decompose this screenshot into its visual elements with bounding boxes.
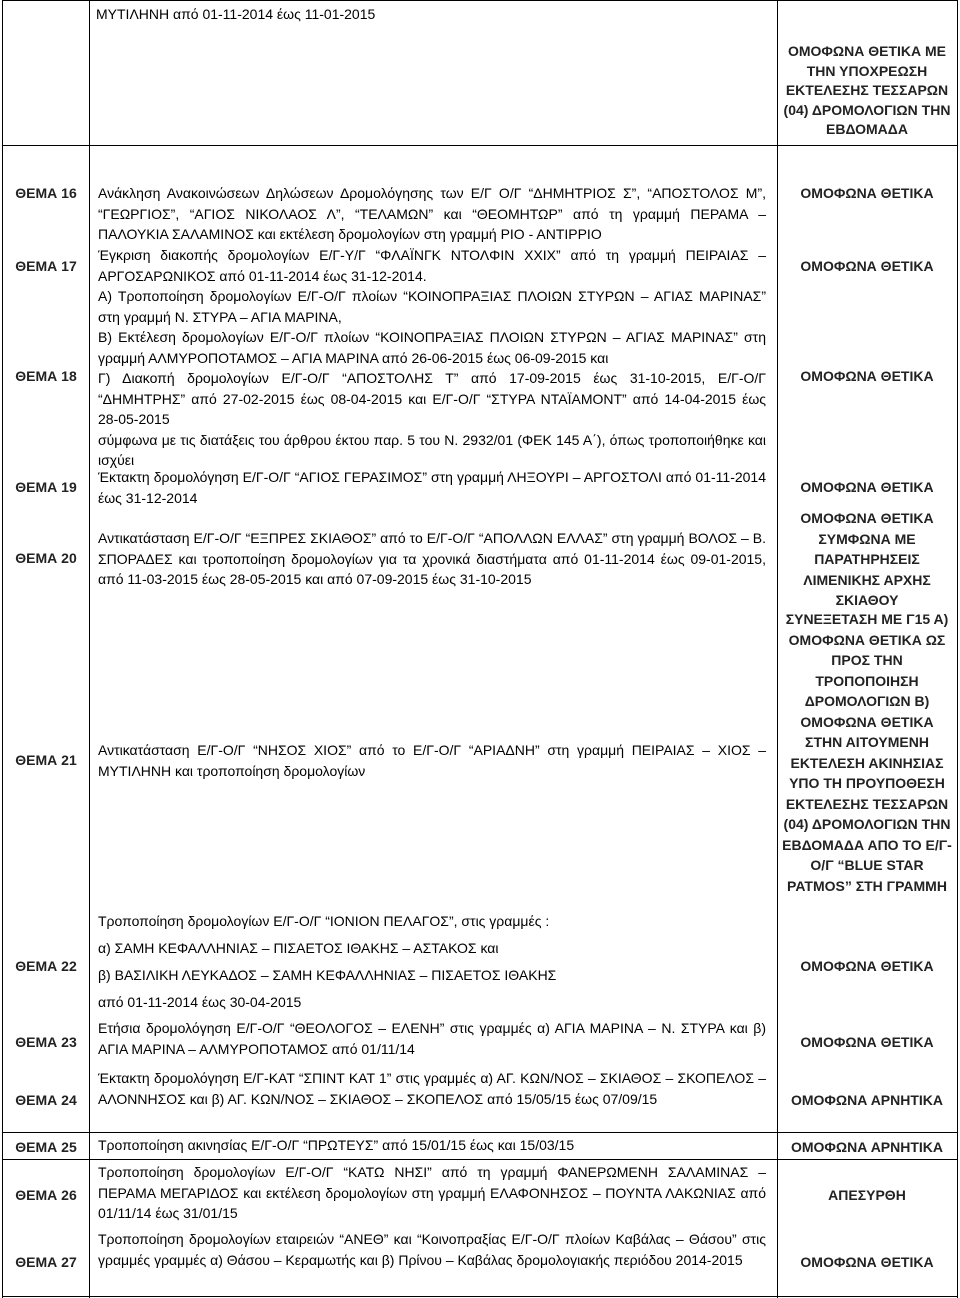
item-decision: ΟΜΟΦΩΝΑ ΑΡΝΗΤΙΚΑ [790, 1092, 944, 1108]
item-paragraph: β) ΒΑΣΙΛΙΚΗ ΛΕΥΚΑΔΟΣ – ΣΑΜΗ ΚΕΦΑΛΛΗΝΙΑΣ – ΠΙΣΑΕΤΟΣ ΙΘΑΚΗΣ [98, 967, 557, 983]
header-title: ΜΥΤΙΛΗΝΗ από 01-11-2014 έως 11-01-2015 [96, 6, 376, 22]
item-description: Έκτακτη δρομολόγηση Ε/Γ-Ο/Γ “ΑΓΙΟΣ ΓΕΡΑΣΙΜΟΣ” στη γραμμή ΛΗΞΟΥΡΙ – ΑΡΓΟΣΤΟΛΙ από 01-11-2014 έως 31-12-2014 [98, 469, 766, 506]
item-description: Τροποποίηση δρομολογίων εταιρειών “ΑΝΕΘ” και “Κοινοπραξίας Ε/Γ-Ο/Γ πλοίων Καβάλας – Θάσου” στις γραμμές γραμμές α) Θάσου – Κεραμωτής και β) Πρίνου – Καβάλας δρομολογιακής περιόδου 2014-2015 [98, 1231, 766, 1268]
item-description: Έκτακτη δρομολόγηση Ε/Γ-ΚΑΤ “ΣΠΙΝΤ ΚΑΤ 1” στις γραμμές α) ΑΓ. ΚΩΝ/ΝΟΣ – ΣΚΙΑΘΟΣ – ΣΚΟΠΕΛΟΣ – ΑΛΟΝΝΗΣΟΣ και β) ΑΓ. ΚΩΝ/ΝΟΣ – ΣΚΙΑΘΟΣ – ΣΚΟΠΕΛΟΣ από 15/05/15 έως 07/09/15 [98, 1070, 766, 1107]
item-description: Ανάκληση Ανακοινώσεων Δηλώσεων Δρομολόγησης των Ε/Γ Ο/Γ “ΔΗΜΗΤΡΙΟΣ Σ”, “ΑΠΟΣΤΟΛΟΣ Μ”, “ΓΕΩΡΓΙΟΣ”, “ΑΓΙΟΣ ΝΙΚΟΛΑΟΣ Λ”, “ΤΕΛΑΜΩΝ” και “ΘΕΟΜΗΤΩΡ” από τη γραμμή ΠΕΡΑΜΑ – ΠΑΛΟΥΚΙΑ ΣΑΛΑΜΙΝΟΣ και εκτέλεση δρομολογίων στη γραμμή ΡΙΟ - ΑΝΤΙΡΡΙΟ [98, 185, 766, 242]
item-number: ΘΕΜΑ 26 [15, 1187, 77, 1203]
item-description: Έγκριση διακοπής δρομολογίων Ε/Γ-Υ/Γ “ΦΛΑΪΝΓΚ ΝΤΟΛΦΙΝ ΧΧΙΧ” από τη γραμμή ΠΕΙΡΑΙΑΣ – ΑΡΓΟΣΑΡΩΝΙΚΟΣ από 01-11-2014 έως 31-12-2014. [98, 247, 766, 284]
header-decision: ΟΜΟΦΩΝΑ ΘΕΤΙΚΑ ΜΕ ΤΗΝ ΥΠΟΧΡΕΩΣΗ ΕΚΤΕΛΕΣΗΣ ΤΕΣΣΑΡΩΝ (04) ΔΡΟΜΟΛΟΓΙΩΝ ΤΗΝ ΕΒΔΟΜΑΔΑ [783, 43, 951, 137]
item-paragraph: Τροποποίηση δρομολογίων Ε/Γ-Ο/Γ “ΙΟΝΙΟΝ ΠΕΛΑΓΟΣ”, στις γραμμές : [98, 913, 550, 929]
table-border-right [957, 0, 958, 1298]
row-divider [2, 145, 958, 146]
row-divider [2, 1296, 958, 1297]
item-paragraph: α) ΣΑΜΗ ΚΕΦΑΛΛΗΝΙΑΣ – ΠΙΣΑΕΤΟΣ ΙΘΑΚΗΣ – ΑΣΤΑΚΟΣ και [98, 940, 499, 956]
column-divider-2 [777, 0, 778, 1298]
column-divider-1 [89, 0, 90, 1298]
item-decision: ΟΜΟΦΩΝΑ ΘΕΤΙΚΑ [800, 185, 934, 201]
item-number: ΘΕΜΑ 16 [15, 185, 77, 201]
item-number: ΘΕΜΑ 20 [15, 550, 77, 566]
item-decision: ΟΜΟΦΩΝΑ ΘΕΤΙΚΑ [800, 368, 934, 384]
item-description: Ετήσια δρομολόγηση Ε/Γ-Ο/Γ “ΘΕΟΛΟΓΟΣ – ΕΛΕΝΗ” στις γραμμές α) ΑΓΙΑ ΜΑΡΙΝΑ – Ν. ΣΤΥΡΑ και β) ΑΓΙΑ ΜΑΡΙΝΑ – ΑΛΜΥΡΟΠΟΤΑΜΟΣ από 01/11/14 [98, 1020, 766, 1057]
item-decision: ΟΜΟΦΩΝΑ ΘΕΤΙΚΑ [800, 1254, 934, 1270]
item-decision: ΣΥΝΕΞΕΤΑΣΗ ΜΕ Γ15 Α) ΟΜΟΦΩΝΑ ΘΕΤΙΚΑ ΩΣ ΠΡΟΣ ΤΗΝ ΤΡΟΠΟΠΟΙΗΣΗ ΔΡΟΜΟΛΟΓΙΩΝ Β) ΟΜΟΦΩΝΑ ΘΕΤΙΚΑ ΣΤΗΝ ΑΙΤΟΥΜΕΝΗ ΕΚΤΕΛΕΣΗ ΑΚΙΝΗΣΙΑΣ ΥΠΟ ΤΗ ΠΡΟΥΠΟΘΕΣΗ ΕΚΤΕΛΕΣΗΣ ΤΕΣΣΑΡΩΝ (04) ΔΡΟΜΟΛΟΓΙΩΝ ΤΗΝ ΕΒΔΟΜΑΔΑ ΑΠΟ ΤΟ Ε/Γ-Ο/Γ “BLUE STAR PATMOS” ΣΤΗ ΓΡΑΜΜΗ [782, 611, 952, 894]
item-description [98, 286, 766, 471]
item-number: ΘΕΜΑ 23 [15, 1034, 77, 1050]
item-number: ΘΕΜΑ 24 [15, 1092, 77, 1108]
item-paragraph: σύμφωνα με τις διατάξεις του άρθρου έκτου παρ. 5 του Ν. 2932/01 (ΦΕΚ 145 Α΄), όπως τροποποιήθηκε και ισχύει [98, 431, 766, 468]
item-number: ΘΕΜΑ 22 [15, 958, 77, 974]
item-description: Αντικατάσταση Ε/Γ-Ο/Γ “ΝΗΣΟΣ ΧΙΟΣ” από το Ε/Γ-Ο/Γ “ΑΡΙΑΔΝΗ” στη γραμμή ΠΕΙΡΑΙΑΣ – ΧΙΟΣ – ΜΥΤΙΛΗΝΗ και τροποποίηση δρομολογίων [98, 742, 766, 779]
item-decision: ΟΜΟΦΩΝΑ ΑΡΝΗΤΙΚΑ [790, 1139, 944, 1155]
row-divider [2, 1132, 958, 1133]
item-paragraph: Α) Τροποποίηση δρομολογίων Ε/Γ-Ο/Γ πλοίων “ΚΟΙΝΟΠΡΑΞΙΑΣ ΠΛΟΙΩΝ ΣΤΥΡΩΝ – ΑΓΙΑΣ ΜΑΡΙΝΑΣ” στη γραμμή Ν. ΣΤΥΡΑ – ΑΓΙΑ ΜΑΡΙΝΑ, [98, 288, 766, 325]
item-number: ΘΕΜΑ 27 [15, 1254, 77, 1270]
item-decision: ΑΠΕΣΥΡΘΗ [828, 1187, 906, 1203]
item-description: Τροποποίηση ακινησίας Ε/Γ-Ο/Γ “ΠΡΩΤΕΥΣ” από 15/01/15 έως και 15/03/15 [98, 1137, 575, 1153]
item-number: ΘΕΜΑ 21 [15, 752, 77, 768]
item-decision: ΟΜΟΦΩΝΑ ΘΕΤΙΚΑ [800, 1034, 934, 1050]
row-divider [2, 1159, 958, 1160]
item-number: ΘΕΜΑ 25 [15, 1139, 77, 1155]
item-paragraph: Γ) Διακοπή δρομολογίων Ε/Γ-Ο/Γ “ΑΠΟΣΤΟΛΗΣ Τ” από 17-09-2015 έως 31-10-2015, Ε/Γ-Ο/Γ “ΔΗΜΗΤΡΗΣ” από 27-02-2015 έως 08-04-2015 και Ε/Γ-Ο/Γ “ΣΤΥΡΑ ΝΤΑΪΑΜΟΝΤ” από 14-04-2015 έως 28-05-2015 [98, 370, 766, 427]
item-decision: ΟΜΟΦΩΝΑ ΘΕΤΙΚΑ ΣΥΜΦΩΝΑ ΜΕ ΠΑΡΑΤΗΡΗΣΕΙΣ ΛΙΜΕΝΙΚΗΣ ΑΡΧΗΣ ΣΚΙΑΘΟΥ [800, 510, 934, 608]
row-divider [2, 0, 958, 1]
item-description: Αντικατάσταση Ε/Γ-Ο/Γ “ΕΞΠΡΕΣ ΣΚΙΑΘΟΣ” από το Ε/Γ-Ο/Γ “ΑΠΟΛΛΩΝ ΕΛΛΑΣ” στη γραμμή ΒΟΛΟΣ – Β. ΣΠΟΡΑΔΕΣ και τροποποίηση δρομολογίων για τα χρονικά διαστήματα από 01-11-2014 έως 09-01-2015, από 11-03-2015 έως 28-05-2015 και από 07-09-2015 έως 31-10-2015 [98, 530, 766, 587]
item-decision: ΟΜΟΦΩΝΑ ΘΕΤΙΚΑ [800, 479, 934, 495]
item-number: ΘΕΜΑ 18 [15, 368, 77, 384]
item-number: ΘΕΜΑ 19 [15, 479, 77, 495]
item-decision: ΟΜΟΦΩΝΑ ΘΕΤΙΚΑ [800, 258, 934, 274]
table-border-left [2, 0, 3, 1298]
item-description: Τροποποίηση δρομολογίων Ε/Γ-Ο/Γ “ΚΑΤΩ ΝΗΣΙ” από τη γραμμή ΦΑΝΕΡΩΜΕΝΗ ΣΑΛΑΜΙΝΑΣ – ΠΕΡΑΜΑ ΜΕΓΑΡΙΔΟΣ και εκτέλεση δρομολογίων στη γραμμή ΕΛΑΦΟΝΗΣΟΣ – ΠΟΥΝΤΑ ΛΑΚΩΝΙΑΣ από 01/11/14 έως 31/01/15 [98, 1164, 766, 1221]
item-paragraph: από 01-11-2014 έως 30-04-2015 [98, 994, 302, 1010]
item-paragraph: Β) Εκτέλεση δρομολογίων Ε/Γ-Ο/Γ πλοίων “ΚΟΙΝΟΠΡΑΞΙΑΣ ΠΛΟΙΩΝ ΣΤΥΡΩΝ – ΑΓΙΑΣ ΜΑΡΙΝΑΣ” στη γραμμή ΑΛΜΥΡΟΠΟΤΑΜΟΣ – ΑΓΙΑ ΜΑΡΙΝΑ από 26-06-2015 έως 06-09-2015 και [98, 329, 766, 366]
item-number: ΘΕΜΑ 17 [15, 258, 77, 274]
item-decision: ΟΜΟΦΩΝΑ ΘΕΤΙΚΑ [800, 958, 934, 974]
item-description [98, 911, 766, 1012]
